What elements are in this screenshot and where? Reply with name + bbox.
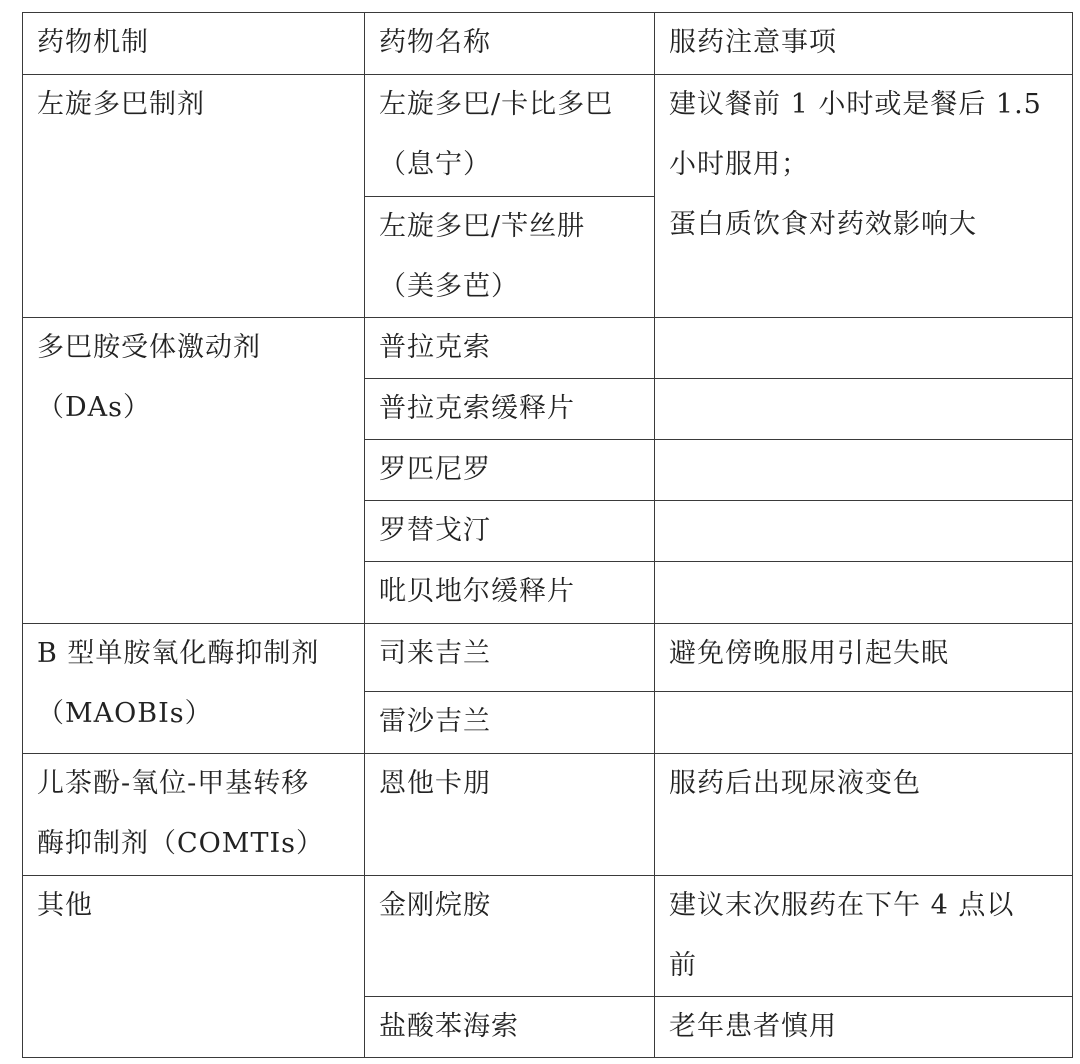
mechanism-cell: 儿茶酚-氧位-甲基转移 酶抑制剂（COMTIs） xyxy=(23,754,365,876)
table-row xyxy=(23,624,1073,692)
notes-cell: 建议餐前 1 小时或是餐后 1.5 小时服用； 蛋白质饮食对药效影响大 xyxy=(655,75,1073,318)
notes-cell xyxy=(655,501,1073,562)
header-row xyxy=(23,13,1073,75)
drug-name-cell: 恩他卡朋 xyxy=(365,754,655,876)
notes-cell xyxy=(655,318,1073,379)
mechanism-cell: 左旋多巴制剂 xyxy=(23,75,365,318)
mechanism-cell: 多巴胺受体激动剂 （DAs） xyxy=(23,318,365,624)
drug-name-cell: 罗匹尼罗 xyxy=(365,440,655,501)
drug-name-cell: 司来吉兰 xyxy=(365,624,655,692)
notes-cell: 避免傍晚服用引起失眠 xyxy=(655,624,1073,692)
mechanism-cell: B 型单胺氧化酶抑制剂 （MAOBIs） xyxy=(23,624,365,754)
header-drug-name: 药物名称 xyxy=(365,13,655,75)
notes-cell xyxy=(655,379,1073,440)
notes-cell: 服药后出现尿液变色 xyxy=(655,754,1073,876)
mechanism-cell: 其他 xyxy=(23,876,365,1058)
drug-name-cell: 普拉克索缓释片 xyxy=(365,379,655,440)
notes-cell xyxy=(655,562,1073,624)
drug-name-cell: 左旋多巴/卡比多巴 （息宁） xyxy=(365,75,655,197)
notes-cell xyxy=(655,440,1073,501)
notes-cell: 建议末次服药在下午 4 点以 前 xyxy=(655,876,1073,997)
medication-table xyxy=(22,12,1073,1058)
header-notes: 服药注意事项 xyxy=(655,13,1073,75)
drug-name-cell: 吡贝地尔缓释片 xyxy=(365,562,655,624)
drug-name-cell: 金刚烷胺 xyxy=(365,876,655,997)
notes-cell xyxy=(655,692,1073,754)
drug-name-cell: 盐酸苯海索 xyxy=(365,997,655,1058)
drug-name-cell: 雷沙吉兰 xyxy=(365,692,655,754)
table-row xyxy=(23,754,1073,876)
table-row xyxy=(23,75,1073,197)
drug-name-cell: 罗替戈汀 xyxy=(365,501,655,562)
table-row xyxy=(23,318,1073,379)
drug-name-cell: 普拉克索 xyxy=(365,318,655,379)
notes-cell: 老年患者慎用 xyxy=(655,997,1073,1058)
table-row xyxy=(23,876,1073,997)
drug-name-cell: 左旋多巴/苄丝肼 （美多芭） xyxy=(365,197,655,318)
header-mechanism: 药物机制 xyxy=(23,13,365,75)
